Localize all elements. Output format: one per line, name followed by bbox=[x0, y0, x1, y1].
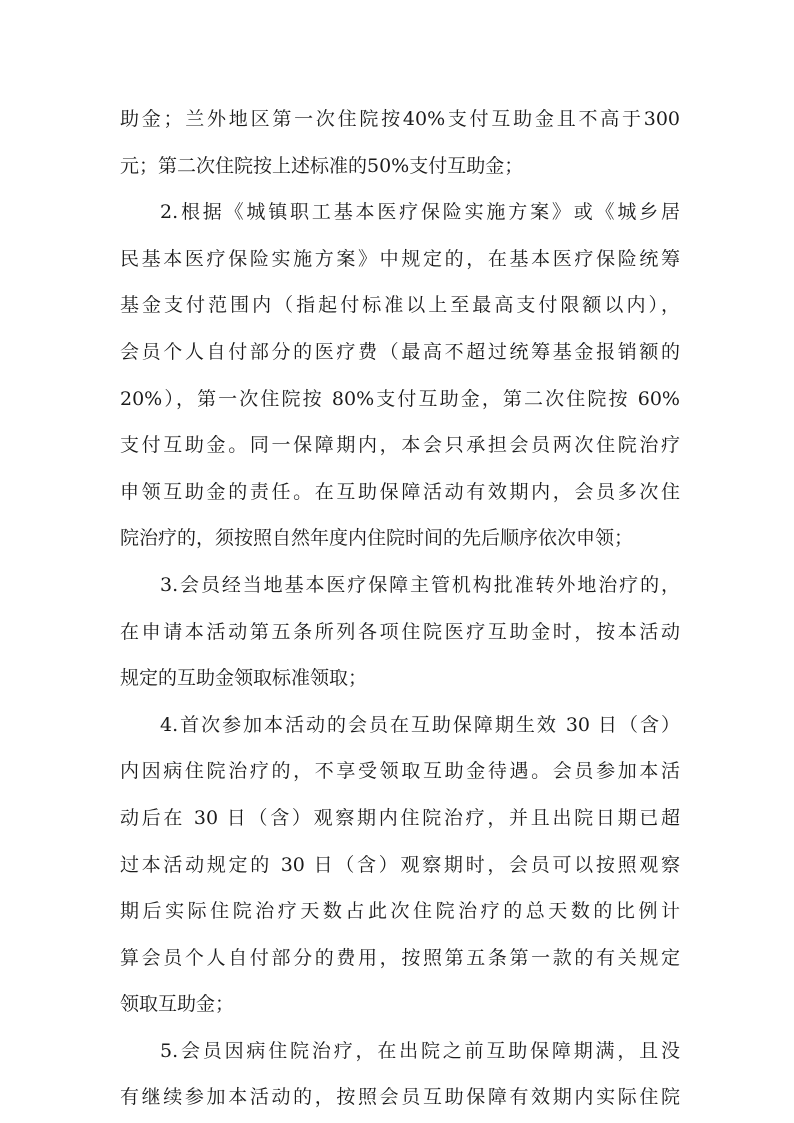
text-line: 民基本医疗保险实施方案》中规定的，在基本医疗保险统筹 bbox=[120, 247, 680, 270]
text-line: 在申请本活动第五条所列各项住院医疗互助金时，按本活动 bbox=[120, 620, 680, 643]
text-line: 2.根据《城镇职工基本医疗保险实施方案》或《城乡居 bbox=[160, 201, 680, 224]
text-line: 会员个人自付部分的医疗费（最高不超过统筹基金报销额的 bbox=[120, 340, 680, 363]
text-line: 3.会员经当地基本医疗保障主管机构批准转外地治疗的， bbox=[160, 573, 680, 596]
text-line: 算会员个人自付部分的费用，按照第五条第一款的有关规定 bbox=[120, 946, 680, 969]
text-line: 有继续参加本活动的，按照会员互助保障有效期内实际住院 bbox=[120, 1086, 680, 1109]
text-line: 基金支付范围内（指起付标准以上至最高支付限额以内）， bbox=[120, 294, 680, 317]
text-line: 领取互助金； bbox=[120, 993, 235, 1016]
text-line: 规定的互助金领取标准领取； bbox=[120, 667, 368, 690]
text-line: 助金；兰外地区第一次住院按40%支付互助金且不高于300 bbox=[120, 108, 680, 130]
text-line: 5.会员因病住院治疗，在出院之前互助保障期满，且没 bbox=[160, 1039, 680, 1062]
document-body bbox=[120, 96, 680, 1121]
text-line: 申领互助金的责任。在互助保障活动有效期内，会员多次住 bbox=[120, 480, 680, 503]
text-line: 动后在 30 日（含）观察期内住院治疗，并且出院日期已超 bbox=[120, 806, 680, 829]
text-line: 院治疗的，须按照自然年度内住院时间的先后顺序依次申领； bbox=[120, 527, 634, 550]
text-line: 内因病住院治疗的，不享受领取互助金待遇。会员参加本活 bbox=[120, 760, 680, 783]
text-line: 4.首次参加本活动的会员在互助保障期生效 30 日（含） bbox=[160, 713, 680, 736]
text-line: 20%），第一次住院按 80%支付互助金，第二次住院按 60% bbox=[120, 387, 680, 410]
text-line: 元；第二次住院按上述标准的50%支付互助金； bbox=[120, 154, 524, 177]
text-line: 期后实际住院治疗天数占此次住院治疗的总天数的比例计 bbox=[120, 900, 680, 923]
text-line: 过本活动规定的 30 日（含）观察期时，会员可以按照观察 bbox=[120, 853, 680, 876]
text-line: 支付互助金。同一保障期内，本会只承担会员两次住院治疗 bbox=[120, 434, 680, 457]
